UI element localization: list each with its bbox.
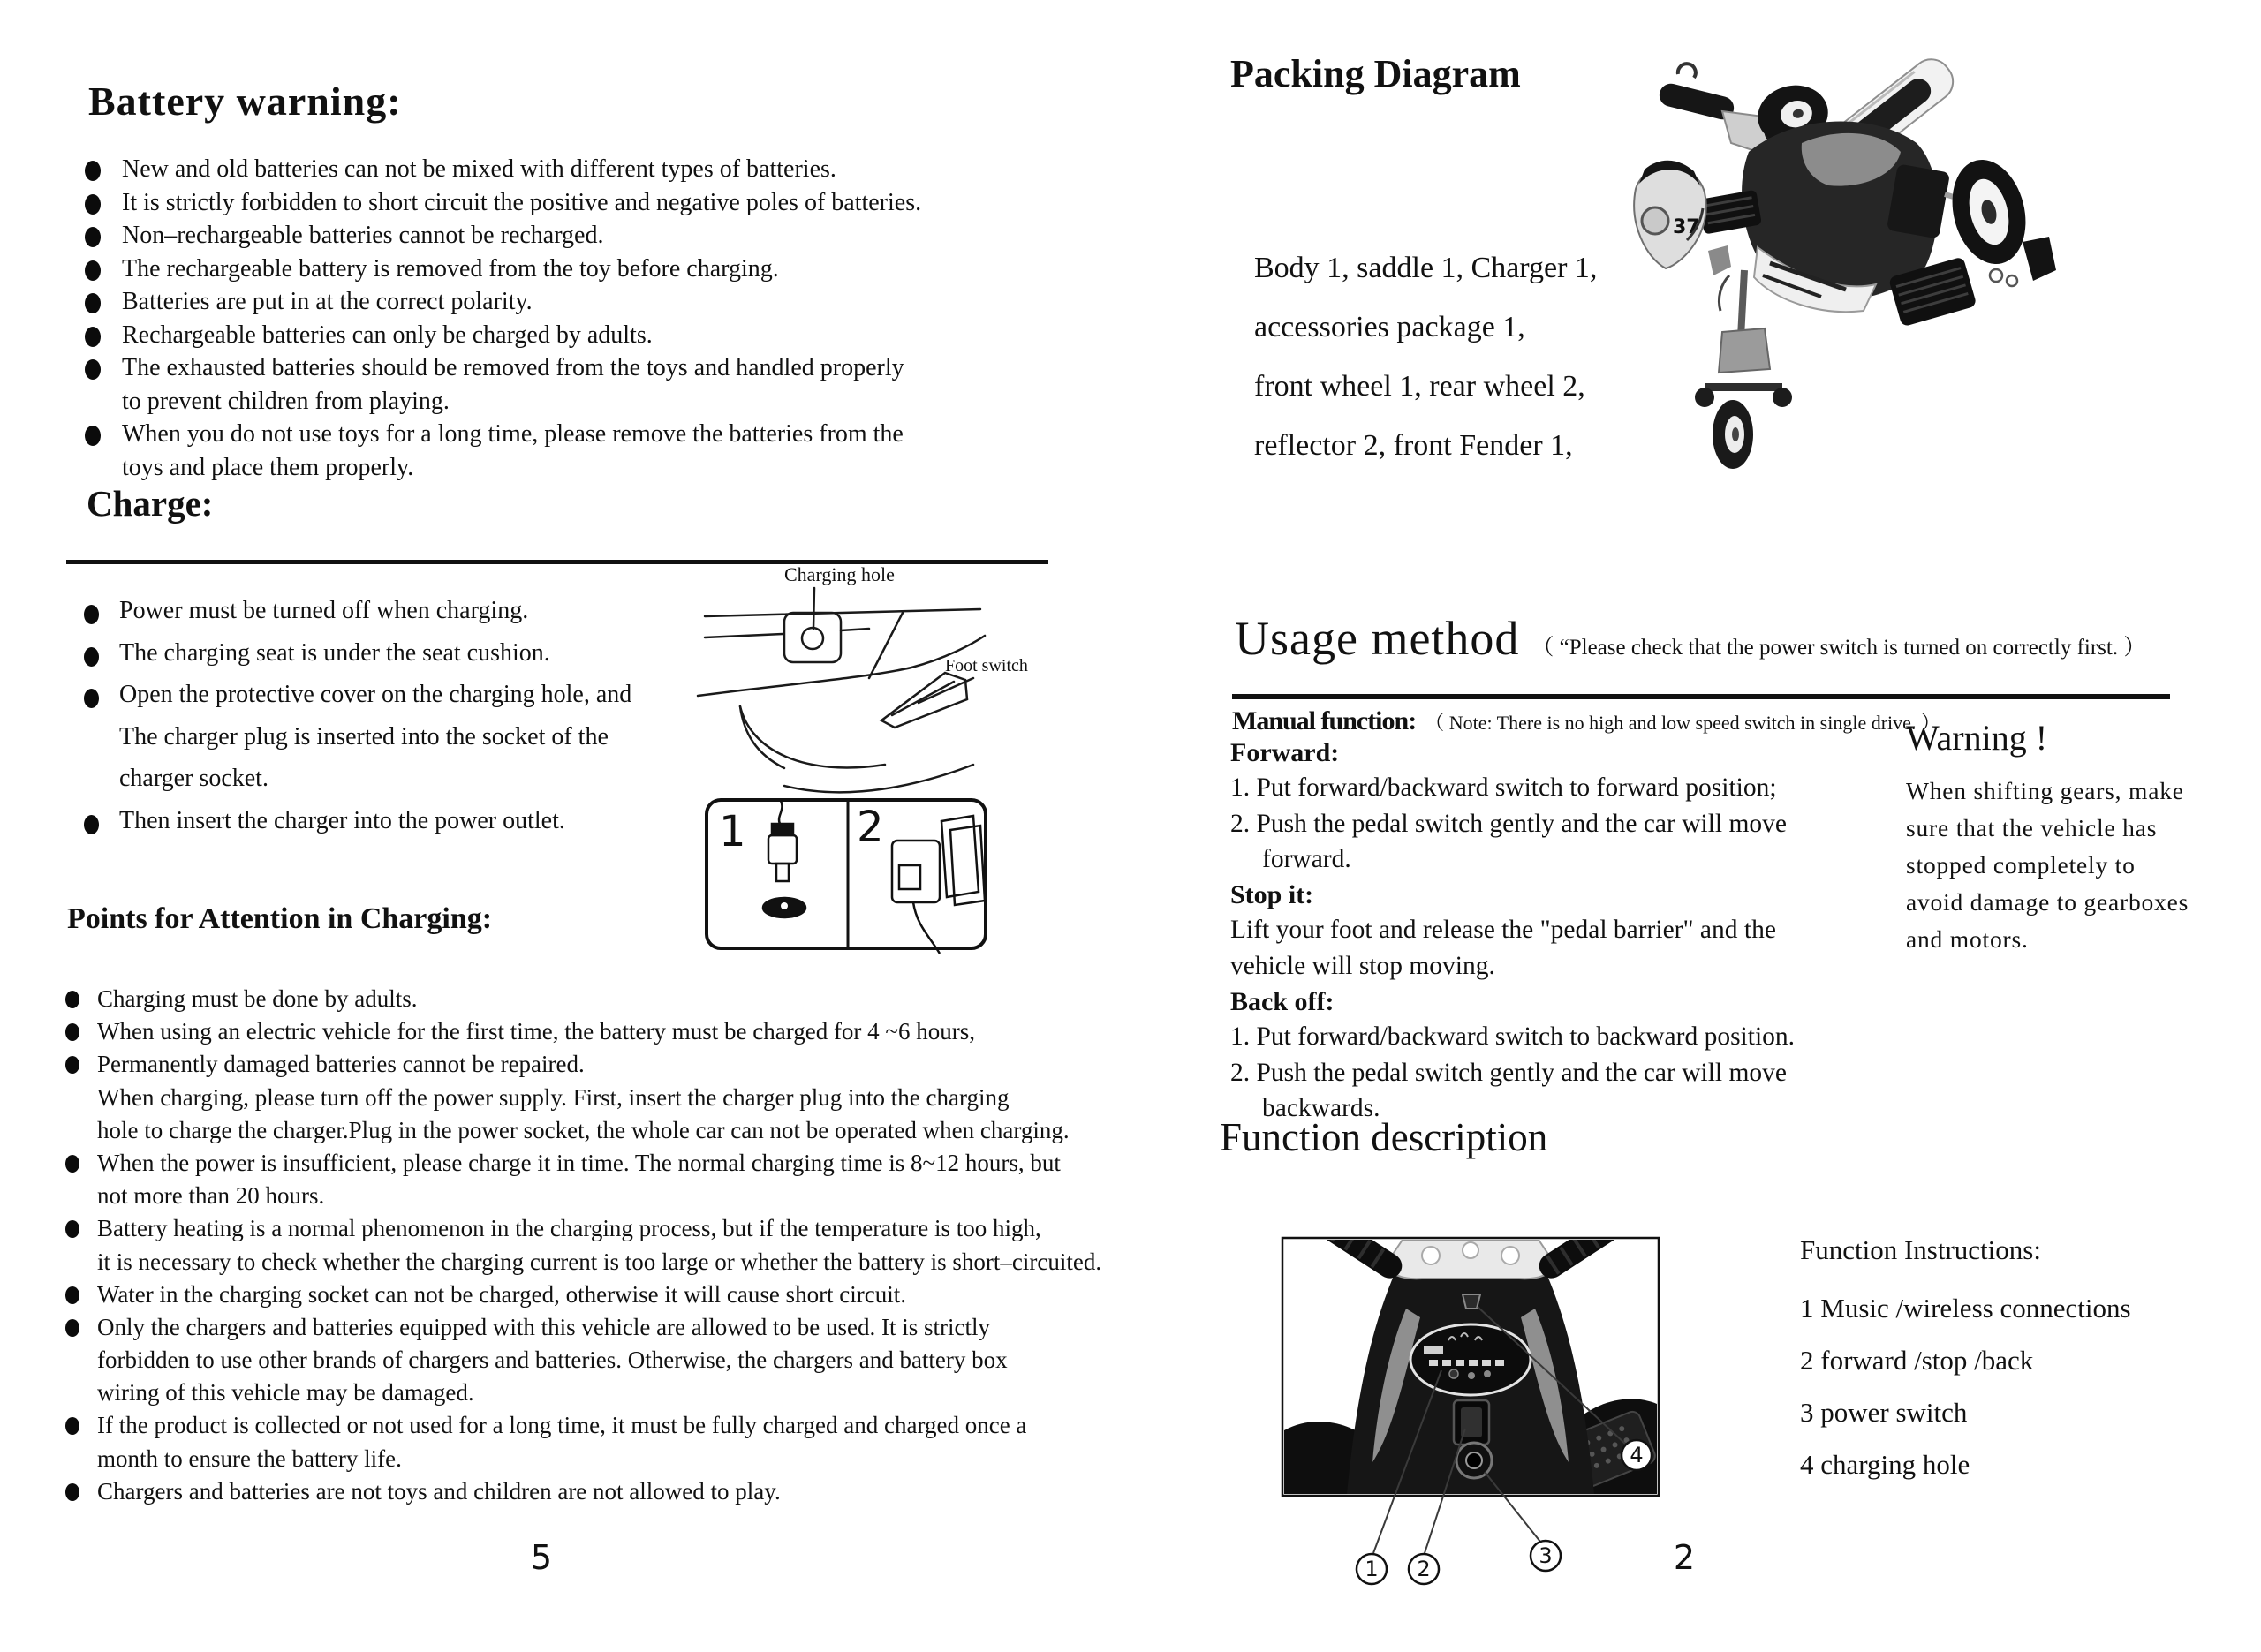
list-item bbox=[85, 420, 921, 454]
fender-curve bbox=[740, 706, 784, 768]
charge-list bbox=[84, 597, 631, 849]
headlight-cowl bbox=[1634, 161, 1706, 268]
warning-line bbox=[1906, 921, 2224, 958]
charger-plug-icon bbox=[763, 801, 805, 917]
list-item-text: forbidden to use other brands of chargers and batteries. Otherwise, the chargers and battery box bbox=[97, 1346, 1008, 1374]
instruction-line bbox=[1800, 1345, 2131, 1397]
bullet-icon bbox=[85, 155, 122, 188]
list-item bbox=[65, 1346, 1101, 1379]
stop-lines bbox=[1230, 916, 1795, 987]
list-item-text: Rechargeable batteries can only be charged by adults. bbox=[122, 321, 653, 349]
body-line bbox=[705, 634, 783, 637]
dashboard bbox=[1410, 1324, 1531, 1395]
pointer-line bbox=[813, 588, 814, 629]
callout-2: 2 bbox=[1417, 1557, 1431, 1581]
small-front-wheel bbox=[1713, 400, 1753, 469]
panel-1-label: 1 bbox=[719, 807, 746, 856]
battery-warning-title: Battery warning: bbox=[88, 79, 402, 124]
page-number-right: 2 bbox=[1673, 1538, 1696, 1577]
bullet-icon bbox=[85, 255, 122, 288]
list-item bbox=[85, 255, 921, 289]
charge-title: Charge: bbox=[87, 483, 214, 524]
bullet-icon bbox=[65, 1281, 97, 1310]
list-item-text: Only the chargers and batteries equipped with this vehicle are allowed to be used. It is strictly bbox=[97, 1313, 990, 1340]
usage-method-subtitle: （ “Please check that the power switch is turned on correctly first. ） bbox=[1531, 636, 2146, 660]
list-item-text: The exhausted batteries should be removed from the toys and handled properly bbox=[122, 354, 904, 381]
forward-steps bbox=[1230, 773, 1795, 880]
list-item-text: Battery heating is a normal phenomenon in the charging process, but if the temperature is too high, bbox=[97, 1215, 1041, 1242]
instruction-line bbox=[1800, 1397, 2131, 1449]
list-item bbox=[65, 1182, 1101, 1215]
list-item bbox=[84, 597, 631, 639]
list-item-text: it is necessary to check whether the charging current is too large or whether the battery is short–circuited. bbox=[97, 1248, 1102, 1275]
power-switch bbox=[1454, 1400, 1489, 1445]
list-item bbox=[65, 1150, 1101, 1182]
list-item bbox=[65, 1445, 1101, 1478]
wall-charger-icon bbox=[892, 816, 985, 954]
foot-switch-shape bbox=[892, 682, 954, 715]
list-item bbox=[85, 354, 921, 388]
instruction-line bbox=[1800, 1293, 2131, 1345]
list-item-text: When using an electric vehicle for the first time, the battery must be charged for 4 ~6 hours, bbox=[97, 1018, 976, 1045]
charging-hole-label: Charging hole bbox=[784, 563, 895, 585]
packing-diagram-title: Packing Diagram bbox=[1230, 52, 1521, 95]
bullet-icon bbox=[65, 1314, 97, 1343]
warning-line-text: When shifting gears, make bbox=[1906, 777, 2184, 804]
step-text: forward. bbox=[1262, 844, 1351, 873]
list-item bbox=[84, 639, 631, 682]
step-line bbox=[1230, 1059, 1795, 1094]
list-item-text: Then insert the charger into the power outlet. bbox=[119, 806, 565, 834]
function-instructions-title: Function Instructions: bbox=[1800, 1234, 2041, 1265]
back-off-label: Back off: bbox=[1230, 987, 1335, 1017]
bullet-icon bbox=[65, 985, 97, 1015]
page-number-left: 5 bbox=[530, 1538, 553, 1577]
instruction-text: 3 power switch bbox=[1800, 1397, 1968, 1428]
bullet-icon bbox=[84, 597, 119, 631]
warning-line-text: and motors. bbox=[1906, 925, 2029, 953]
step-line bbox=[1230, 916, 1795, 951]
packing-line-text: front wheel 1, rear wheel 2, bbox=[1254, 370, 1585, 403]
list-item-text: New and old batteries can not be mixed with different types of batteries. bbox=[122, 155, 836, 183]
packing-line bbox=[1254, 416, 1597, 475]
warning-line bbox=[1906, 810, 2224, 847]
list-item bbox=[65, 1412, 1101, 1445]
bullet-icon bbox=[85, 189, 122, 222]
battery-warning-list bbox=[85, 155, 921, 487]
hub-cap bbox=[2023, 237, 2056, 281]
packing-line-text: Body 1, saddle 1, Charger 1, bbox=[1254, 252, 1598, 284]
charging-diagram-figure bbox=[680, 554, 1095, 978]
charging-hole-part bbox=[1463, 1294, 1480, 1309]
list-item-text: Chargers and batteries are not toys and children are not allowed to play. bbox=[97, 1477, 781, 1505]
packing-line bbox=[1254, 238, 1597, 298]
warning-box bbox=[1906, 717, 2224, 958]
foot-switch-label: Foot switch bbox=[945, 656, 1028, 675]
list-item-text: The charging seat is under the seat cushion. bbox=[119, 638, 550, 667]
list-item-text: hole to charge the charger.Plug in the power socket, the whole car can not be operated when charging. bbox=[97, 1116, 1070, 1143]
body-line bbox=[869, 613, 903, 678]
list-item bbox=[85, 189, 921, 223]
callout-1: 1 bbox=[1365, 1557, 1379, 1581]
bullet-icon bbox=[85, 354, 122, 387]
step-text: backwards. bbox=[1262, 1093, 1380, 1122]
step-text: 2. Push the pedal switch gently and the car will move bbox=[1230, 809, 1788, 838]
forward-label: Forward: bbox=[1230, 738, 1340, 767]
instruction-text: 2 forward /stop /back bbox=[1800, 1345, 2034, 1376]
manual-function-label: Manual function: bbox=[1232, 706, 1417, 735]
callout-3: 3 bbox=[1539, 1543, 1553, 1568]
instruction-text: 4 charging hole bbox=[1800, 1449, 1970, 1480]
list-item-text: Charging must be done by adults. bbox=[97, 985, 418, 1012]
step-line bbox=[1230, 810, 1795, 845]
packing-contents bbox=[1254, 238, 1597, 475]
list-item bbox=[65, 1314, 1101, 1346]
list-item bbox=[65, 1478, 1101, 1511]
list-item bbox=[65, 1379, 1101, 1412]
list-item-text: If the product is collected or not used for a long time, it must be fully charged and charged once a bbox=[97, 1412, 1027, 1439]
list-item-text: The rechargeable battery is removed from the toy before charging. bbox=[122, 254, 779, 283]
manual-function-line bbox=[1232, 706, 1940, 736]
list-item bbox=[85, 321, 921, 355]
warning-line-text: avoid damage to gearboxes bbox=[1906, 888, 2189, 916]
stop-label: Stop it: bbox=[1230, 880, 1314, 910]
step-text: 2. Push the pedal switch gently and the car will move bbox=[1230, 1058, 1788, 1087]
charging-hole-icon bbox=[802, 628, 823, 649]
list-item-text: Batteries are put in at the correct polarity. bbox=[122, 288, 533, 315]
list-item bbox=[85, 155, 921, 189]
list-item bbox=[84, 681, 631, 723]
step-text: vehicle will stop moving. bbox=[1230, 951, 1495, 980]
list-item-text: not more than 20 hours. bbox=[97, 1182, 325, 1210]
bullet-icon bbox=[84, 681, 119, 715]
list-item-text: Open the protective cover on the charging hole, and bbox=[119, 681, 632, 708]
packing-exploded-figure bbox=[1581, 19, 2261, 620]
list-item bbox=[65, 1117, 1101, 1150]
bullet-icon bbox=[85, 222, 122, 254]
section-divider bbox=[1232, 694, 2170, 699]
list-item bbox=[84, 723, 631, 766]
callout-4: 4 bbox=[1630, 1443, 1644, 1467]
bullet-icon bbox=[65, 1215, 97, 1244]
step-line bbox=[1230, 773, 1795, 809]
list-item bbox=[65, 985, 1101, 1018]
list-item bbox=[85, 288, 921, 321]
packing-line-text: reflector 2, front Fender 1, bbox=[1254, 429, 1573, 462]
points-list bbox=[65, 985, 1101, 1511]
warning-line bbox=[1906, 773, 2224, 810]
list-item-text: month to ensure the battery life. bbox=[97, 1445, 402, 1472]
list-item bbox=[84, 807, 631, 849]
warning-text bbox=[1906, 773, 2224, 958]
step-line bbox=[1262, 845, 1795, 880]
function-instructions bbox=[1800, 1234, 2131, 1501]
list-item bbox=[65, 1248, 1101, 1281]
usage-method-header bbox=[1235, 611, 2145, 666]
handlebar-crown bbox=[1385, 1240, 1556, 1279]
list-item-text: It is strictly forbidden to short circuit the positive and negative poles of batteries. bbox=[122, 188, 922, 216]
rear-wheel bbox=[1942, 152, 2037, 272]
fender-curve bbox=[740, 706, 885, 767]
list-item-text: When charging, please turn off the power supply. First, insert the charger plug into the charging bbox=[97, 1083, 1010, 1111]
warning-line-text: stopped completely to bbox=[1906, 851, 2136, 879]
list-item bbox=[65, 1215, 1101, 1248]
bullet-icon bbox=[65, 1051, 97, 1080]
washer-icon bbox=[1990, 269, 2002, 282]
usage-instructions bbox=[1230, 738, 1795, 1129]
list-item-text: Water in the charging socket can not be charged, otherwise it will cause short circuit. bbox=[97, 1280, 907, 1308]
list-item bbox=[65, 1281, 1101, 1314]
list-item bbox=[85, 222, 921, 255]
list-item-text: Permanently damaged batteries cannot be repaired. bbox=[97, 1051, 585, 1078]
washer-icon bbox=[2007, 275, 2017, 286]
packing-line bbox=[1254, 298, 1597, 357]
warning-line-text: sure that the vehicle has bbox=[1906, 814, 2158, 841]
packing-line-text: accessories package 1, bbox=[1254, 311, 1525, 343]
bullet-icon bbox=[65, 1412, 97, 1441]
list-item-text: Non–rechargeable batteries cannot be recharged. bbox=[122, 222, 604, 249]
bullet-icon bbox=[84, 807, 119, 841]
bullet-icon bbox=[85, 288, 122, 321]
list-item bbox=[65, 1084, 1101, 1117]
list-item bbox=[85, 388, 921, 421]
list-item-text: When you do not use toys for a long time, please remove the batteries from the bbox=[122, 420, 904, 448]
list-item-text: charger socket. bbox=[119, 765, 268, 792]
points-title: Points for Attention in Charging: bbox=[67, 902, 493, 935]
panel-2-label: 2 bbox=[857, 803, 884, 852]
bullet-icon bbox=[65, 1018, 97, 1047]
warning-line bbox=[1906, 847, 2224, 884]
function-description-title: Function description bbox=[1220, 1115, 1548, 1159]
bullet-icon bbox=[84, 639, 119, 674]
fender-curve bbox=[784, 765, 973, 792]
function-instructions-list bbox=[1800, 1293, 2131, 1501]
bullet-icon bbox=[65, 1478, 97, 1507]
charger-panels bbox=[707, 800, 986, 954]
list-item-text: When the power is insufficient, please charge it in time. The normal charging time is 8~12 hours, but bbox=[97, 1149, 1061, 1176]
list-item-text: wiring of this vehicle may be damaged. bbox=[97, 1379, 474, 1407]
list-item bbox=[65, 1051, 1101, 1083]
manual-function-note: （ Note: There is no high and low speed switch in single drive. ） bbox=[1425, 712, 1940, 734]
packing-line bbox=[1254, 357, 1597, 416]
bullet-icon bbox=[85, 321, 122, 354]
list-item bbox=[84, 765, 631, 807]
instruction-text: 1 Music /wireless connections bbox=[1800, 1293, 2131, 1324]
list-item-text: The charger plug is inserted into the socket of the bbox=[119, 722, 609, 751]
instruction-line bbox=[1800, 1449, 2131, 1501]
bullet-icon bbox=[85, 420, 122, 453]
step-line bbox=[1230, 952, 1795, 987]
reflector-part bbox=[1708, 245, 1731, 275]
bullet-icon bbox=[65, 1150, 97, 1179]
list-item-text: Power must be turned off when charging. bbox=[119, 597, 529, 624]
body-line bbox=[841, 629, 869, 630]
warning-title: Warning ! bbox=[1906, 718, 2048, 758]
list-item bbox=[65, 1018, 1101, 1051]
list-item-text: to prevent children from playing. bbox=[122, 387, 450, 415]
list-item-text: toys and place them properly. bbox=[122, 453, 414, 481]
step-text: 1. Put forward/backward switch to backward position. bbox=[1230, 1022, 1796, 1052]
step-text: 1. Put forward/backward switch to forward position; bbox=[1230, 773, 1777, 803]
cowl-number-label: 37 bbox=[1673, 216, 1700, 238]
step-text: Lift your foot and release the "pedal barrier" and the bbox=[1230, 916, 1776, 945]
body-line bbox=[705, 609, 980, 616]
step-line bbox=[1230, 1022, 1795, 1058]
warning-line bbox=[1906, 884, 2224, 921]
usage-method-title: Usage method bbox=[1235, 612, 1520, 665]
